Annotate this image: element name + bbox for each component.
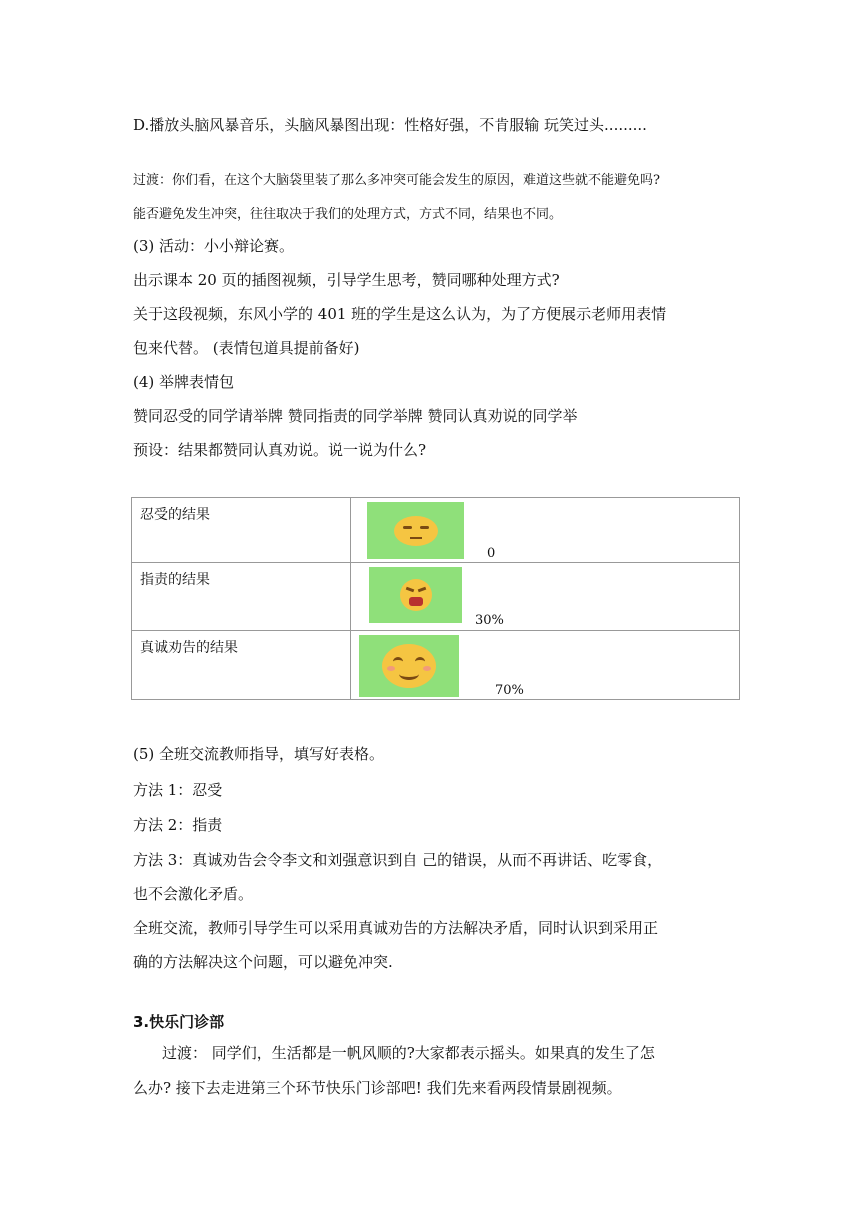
row-result-cell	[351, 498, 740, 563]
line-class-exchange-cont: 确的方法解决这个问题，可以避免冲突.	[133, 953, 393, 971]
row-value: 70%	[495, 683, 524, 698]
table-row	[132, 498, 740, 563]
line-transition-3: 过渡： 同学们，生活都是一帆风顺的?大家都表示摇头。如果真的发生了怎	[162, 1044, 655, 1062]
table-row	[132, 631, 740, 700]
line-brainstorm: D.播放头脑风暴音乐，头脑风暴图出现：性格好强，不肯服输 玩笑过头.........	[133, 116, 647, 134]
line-method-3: 方法 3：真诚劝告会令李文和刘强意识到自 己的错误，从而不再讲话、吃零食，	[133, 851, 663, 869]
line-emoji-note: 包来代替。 (表情包道具提前备好)	[133, 339, 360, 357]
row-value: 30%	[475, 613, 504, 628]
line-class-exchange: 全班交流，教师引导学生可以采用真诚劝告的方法解决矛盾，同时认识到采用正	[133, 919, 659, 937]
line-raise-cards: 赞同忍受的同学请举牌 赞同指责的同学举牌 赞同认真劝说的同学举	[133, 407, 578, 425]
row-value: 0	[487, 546, 496, 561]
line-method-3-cont: 也不会激化矛盾。	[133, 885, 254, 903]
row-label: 真诚劝告的结果	[132, 631, 351, 700]
row-label: 忍受的结果	[132, 498, 351, 563]
neutral-face-icon	[367, 502, 464, 559]
line-activity-3: (3) 活动：小小辩论赛。	[133, 237, 295, 255]
row-result-cell	[351, 631, 740, 700]
line-activity-5: (5) 全班交流教师指导，填写好表格。	[133, 745, 385, 763]
smile-face-icon	[359, 635, 459, 697]
line-transition-2: 能否避免发生冲突，往往取决于我们的处理方式，方式不同，结果也不同。	[133, 207, 563, 222]
line-show-video: 出示课本 20 页的插图视频，引导学生思考，赞同哪种处理方式?	[133, 271, 560, 289]
section-heading: 3.快乐门诊部	[133, 1013, 225, 1031]
line-transition-1: 过渡：你们看，在这个大脑袋里装了那么多冲突可能会发生的原因，难道这些就不能避免吗?	[133, 173, 660, 188]
line-method-1: 方法 1：忍受	[133, 781, 223, 799]
line-preset: 预设：结果都赞同认真劝说。说一说为什么?	[133, 441, 427, 459]
line-about-video: 关于这段视频，东风小学的 401 班的学生是这么认为，为了方便展示老师用表情	[133, 305, 667, 323]
line-transition-3-cont: 么办? 接下去走进第三个环节快乐门诊部吧! 我们先来看两段情景剧视频。	[133, 1079, 622, 1097]
angry-face-icon	[369, 567, 462, 623]
table-row	[132, 563, 740, 631]
line-method-2: 方法 2：指责	[133, 816, 223, 834]
row-label: 指责的结果	[132, 563, 351, 631]
row-result-cell	[351, 563, 740, 631]
result-table	[131, 497, 740, 700]
line-activity-4: (4) 举牌表情包	[133, 373, 235, 391]
